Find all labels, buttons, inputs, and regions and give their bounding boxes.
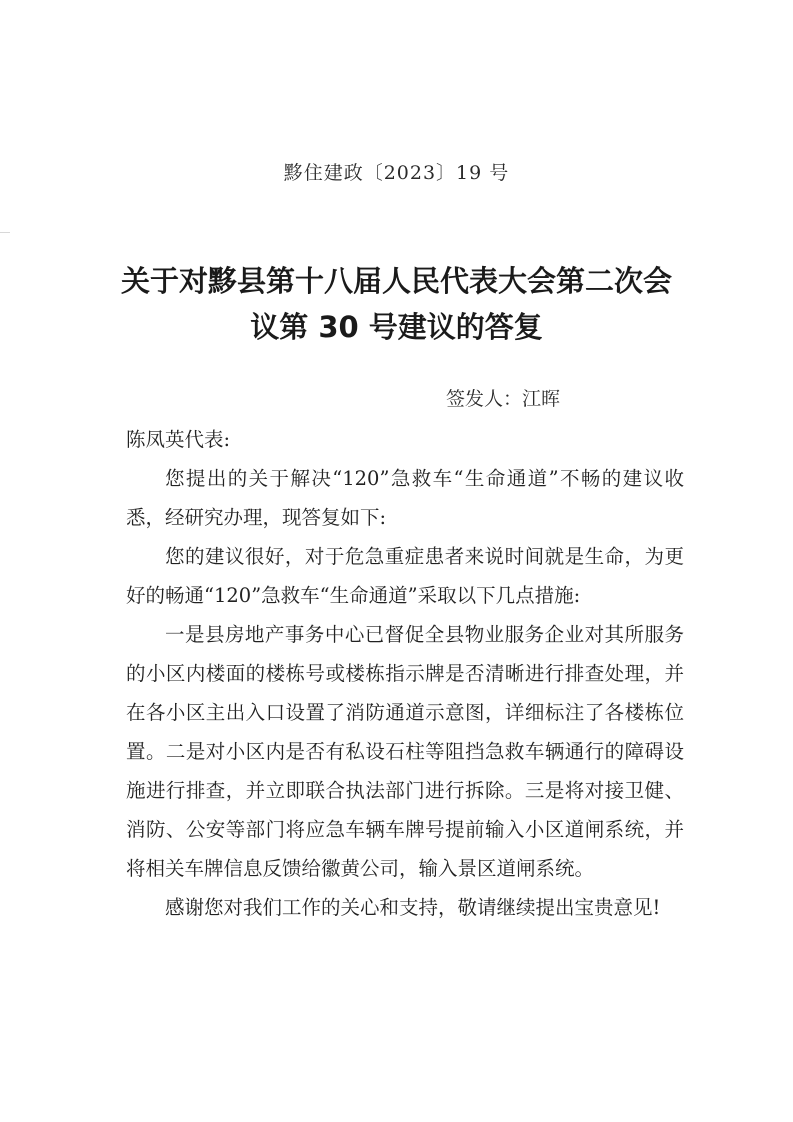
document-title: [60, 258, 733, 350]
paragraph-1: 您提出的关于解决“120”急救车“生命通道”不畅的建议收悉，经研究办理，现答复如下:: [126, 467, 684, 529]
paragraph-3: 一是县房地产事务中心已督促全县物业服务企业对其所服务的小区内楼面的楼栋号或楼栋指示牌是否清晰进行排查处理，并在各小区主出入口设置了消防通道示意图，详细标注了各楼栋位置。二是对小区内是否有私设石柱等阻挡急救车辆通行的障碍设施进行排查，并立即联合执法部门进行拆除。三是将对接卫健、消防、公安等部门将应急车辆车牌号提前输入小区道闸系统，并将相关车牌信息反馈给徽黄公司，输入景区道闸系统。: [126, 623, 684, 880]
document-number: 黟住建政〔2023〕19 号: [283, 162, 510, 184]
salutation: 陈凤英代表:: [126, 428, 231, 451]
paragraph-2: 您的建议很好，对于危急重症患者来说时间就是生命，为更好的畅通“120”急救车“生命通道”采取以下几点措施:: [126, 545, 684, 607]
signer-line: 签发人：江晖: [446, 388, 561, 410]
scan-edge-mark: [0, 232, 10, 233]
paragraph-4: 感谢您对我们工作的关心和支持，敬请继续提出宝贵意见!: [165, 896, 661, 919]
document-body: [126, 420, 684, 927]
title-line-2: 议第 30 号建议的答复: [250, 310, 543, 344]
title-line-1: 关于对黟县第十八届人民代表大会第二次会: [120, 264, 672, 298]
